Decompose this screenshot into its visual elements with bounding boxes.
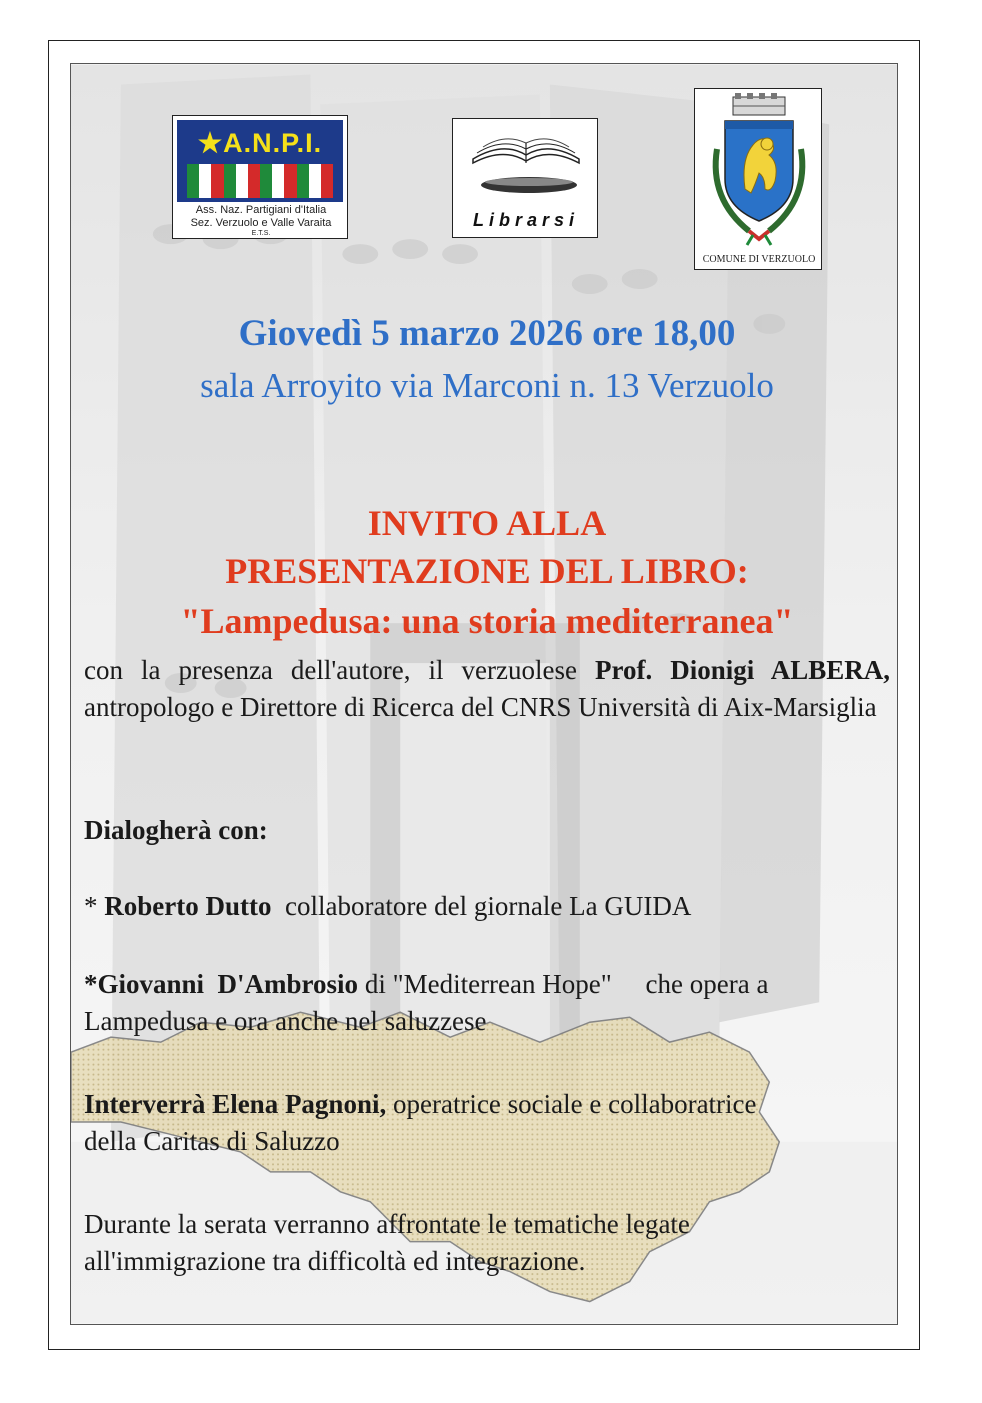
event-location-text: sala Arroyito via Marconi n. 13 Verzuolo: [200, 366, 774, 405]
anpi-subtitle-3: E.T.S.: [251, 230, 271, 237]
anpi-subtitle-1: Ass. Naz. Partigiani d'Italia: [195, 204, 327, 216]
anpi-flag-stripes: [187, 164, 333, 198]
dialogue-heading: [84, 812, 890, 849]
closing-paragraph: Durante la serata verranno affrontate le tematiche legate all'immigrazione tra difficoltà ed integrazione.: [84, 1209, 690, 1277]
anpi-banner: [177, 120, 343, 202]
librarsi-logo: [452, 118, 598, 238]
book-title: "Lampedusa: una storia mediterranea": [180, 601, 794, 641]
anpi-title: ★A.N.P.I.: [197, 128, 323, 158]
event-date: Giovedì 5 marzo 2026 ore 18,00: [238, 313, 736, 354]
coat-of-arms-icon: [695, 89, 823, 249]
open-book-icon: [453, 119, 599, 209]
guest-1-name: Roberto Dutto: [104, 891, 272, 921]
librarsi-label: Librarsi: [472, 210, 580, 230]
guest-2-name: *Giovanni D'Ambrosio: [84, 969, 359, 999]
speaker-paragraph: [84, 1086, 784, 1161]
author-paragraph: [84, 652, 890, 727]
guest-1: [84, 888, 890, 925]
anpi-logo: [172, 115, 348, 239]
anpi-subtitle-2: Sez. Verzuolo e Valle Varaita: [190, 217, 332, 229]
speaker-role: operatrice sociale e collaboratrice della Caritas di Saluzzo: [84, 1089, 757, 1157]
author-name: Prof. Dionigi ALBERA,: [594, 655, 891, 685]
author-role: antropologo e Direttore di Ricerca del CNRS Università di Aix-Marsiglia: [84, 692, 877, 723]
guest-2-role: di "Mediterrean Hope" che opera a Lampedusa e ora anche nel saluzzese: [84, 969, 776, 1037]
guest-2: [84, 966, 864, 1041]
author-intro: con la presenza dell'autore, il verzuolese: [84, 655, 577, 685]
comune-verzuolo-crest: [694, 88, 822, 270]
speaker-name: Interverrà Elena Pagnoni,: [84, 1089, 387, 1119]
dialogue-heading-text: Dialogherà con:: [84, 815, 268, 845]
invite-heading-1: INVITO ALLA: [367, 503, 607, 543]
guest-1-role: collaboratore del giornale La GUIDA: [284, 891, 692, 921]
invite-heading-2: PRESENTAZIONE DEL LIBRO:: [225, 551, 749, 591]
guest-1-bullet: *: [84, 891, 105, 921]
comune-label: COMUNE DI VERZUOLO: [702, 254, 816, 265]
event-location: [84, 365, 890, 407]
